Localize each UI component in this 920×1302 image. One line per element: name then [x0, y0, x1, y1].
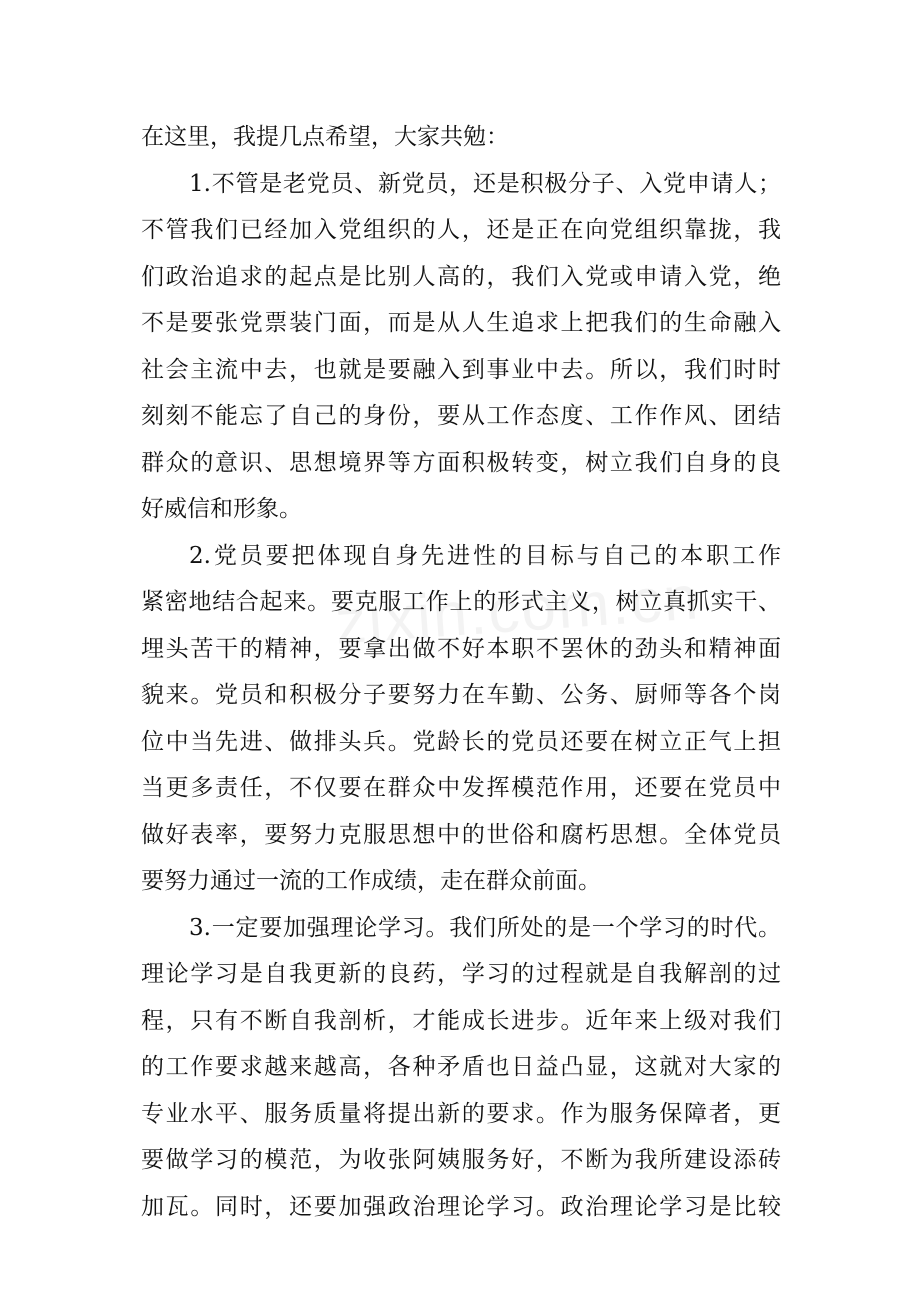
paragraph-2-line: 做好表率，要努力克服思想中的世俗和腐朽思想。全体党员 — [141, 821, 781, 848]
paragraph-1-line: 不管我们已经加入党组织的人，还是正在向党组织靠拢，我 — [141, 217, 781, 243]
document-body — [141, 114, 781, 1230]
paragraph-3-line: 加瓦。同时，还要加强政治理论学习。政治理论学习是比较 — [141, 1193, 781, 1220]
paragraph-1-line: 不是要张党票装门面，而是从人生追求上把我们的生命融入 — [141, 310, 781, 336]
paragraph-3-line: 要做学习的模范，为收张阿姨服务好，不断为我所建设添砖 — [141, 1147, 781, 1173]
paragraph-1-line: 1.不管是老党员、新党员，还是积极分子、入党申请人； — [189, 170, 781, 197]
paragraph-3-line: 专业水平、服务质量将提出新的要求。作为服务保障者，更 — [141, 1100, 781, 1127]
paragraph-2-line: 要努力通过一流的工作成绩，走在群众前面。 — [141, 868, 601, 894]
paragraph-1-line: 们政治追求的起点是比别人高的，我们入党或申请入党，绝 — [141, 263, 781, 290]
paragraph-3-line: 的工作要求越来越高，各种矛盾也日益凸显，这就对大家的 — [141, 1054, 781, 1080]
paragraph-3-line: 3.一定要加强理论学习。我们所处的是一个学习的时代。 — [189, 914, 781, 941]
paragraph-2-line: 2.党员要把体现自身先进性的目标与自己的本职工作 — [189, 542, 781, 569]
paragraph-2-line: 貌来。党员和积极分子要努力在车勤、公务、厨师等各个岗 — [141, 682, 781, 708]
paragraph-2-line: 埋头苦干的精神，要拿出做不好本职不罢休的劲头和精神面 — [141, 635, 781, 662]
paragraph-1-line: 刻刻不能忘了自己的身份，要从工作态度、工作作风、团结 — [141, 403, 781, 429]
paragraph-1-line: 社会主流中去，也就是要融入到事业中去。所以，我们时时 — [141, 356, 781, 383]
paragraph-1-line: 群众的意识、思想境界等方面积极转变，树立我们自身的良 — [141, 449, 781, 476]
intro-line: 在这里，我提几点希望，大家共勉： — [141, 124, 509, 150]
paragraph-3-line: 程，只有不断自我剖析，才能成长进步。近年来上级对我们 — [141, 1007, 781, 1034]
paragraph-1-line: 好威信和形象。 — [141, 496, 302, 522]
paragraph-2-line: 位中当先进、做排头兵。党龄长的党员还要在树立正气上担 — [141, 728, 781, 755]
paragraph-2-line: 紧密地结合起来。要克服工作上的形式主义，树立真抓实干、 — [141, 589, 781, 615]
paragraph-3-line: 理论学习是自我更新的良药，学习的过程就是自我解剖的过 — [141, 961, 781, 987]
paragraph-2-line: 当更多责任，不仅要在群众中发挥模范作用，还要在党员中 — [141, 775, 781, 801]
